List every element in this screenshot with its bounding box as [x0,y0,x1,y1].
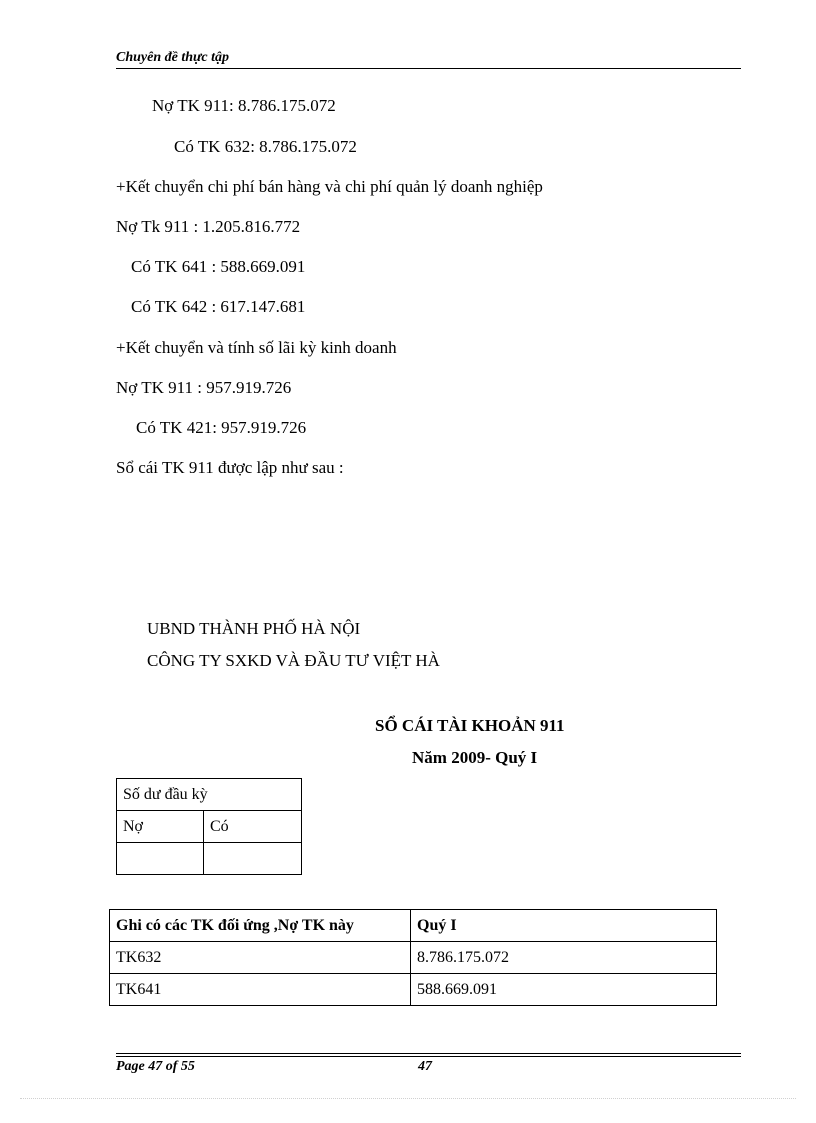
opening-balance-table [116,778,302,875]
footer-divider-top [116,1053,741,1054]
body-line-3: +Kết chuyển chi phí bán hàng và chi phí quản lý doanh nghiệp [116,177,543,196]
ledger-title: SỔ CÁI TÀI KHOẢN 911 [375,716,565,735]
body-line-6: Có TK 642 : 617.147.681 [131,297,306,316]
table-cell-amount: 8.786.175.072 [411,942,717,974]
footer-divider-bottom [116,1056,741,1057]
column-header-quarter: Quý I [411,910,717,942]
table-cell-account: TK632 [110,942,411,974]
body-line-2: Có TK 632: 8.786.175.072 [174,137,357,156]
table-cell-amount: 588.669.091 [411,974,717,1006]
body-line-5: Có TK 641 : 588.669.091 [131,257,306,276]
column-header-account: Ghi có các TK đối ứng ,Nợ TK này [110,910,411,942]
credit-header-cell: Có [204,811,302,843]
table-row [117,811,302,843]
table-row [117,779,302,811]
table-row [117,843,302,875]
page-header-title: Chuyên đề thực tập [116,50,230,65]
debit-header-cell: Nợ [117,811,204,843]
table-cell-account: TK641 [110,974,411,1006]
footer-page-number: 47 [418,1059,432,1074]
ledger-entries-table [109,909,717,1006]
table-row [110,974,717,1006]
table-header-row [110,910,717,942]
body-line-10: Sổ cái TK 911 được lập như sau : [116,458,344,477]
ledger-period: Năm 2009- Quý I [412,748,538,767]
credit-value-cell [204,843,302,875]
debit-value-cell [117,843,204,875]
company-authority: UBND THÀNH PHỐ HÀ NỘI [147,619,361,638]
body-line-8: Nợ TK 911 : 957.919.726 [116,378,292,397]
balance-header-cell: Số dư đầu kỳ [117,779,302,811]
header-divider [116,68,741,69]
body-line-9: Có TK 421: 957.919.726 [136,418,307,437]
company-name: CÔNG TY SXKD VÀ ĐẦU TƯ VIỆT HÀ [147,651,440,670]
table-row [110,942,717,974]
footer-page-label: Page 47 of 55 [116,1059,195,1074]
body-line-4: Nợ Tk 911 : 1.205.816.772 [116,217,301,236]
body-line-1: Nợ TK 911: 8.786.175.072 [152,96,336,115]
body-line-7: +Kết chuyển và tính số lãi kỳ kinh doanh [116,338,397,357]
page-bottom-border [20,1098,796,1099]
